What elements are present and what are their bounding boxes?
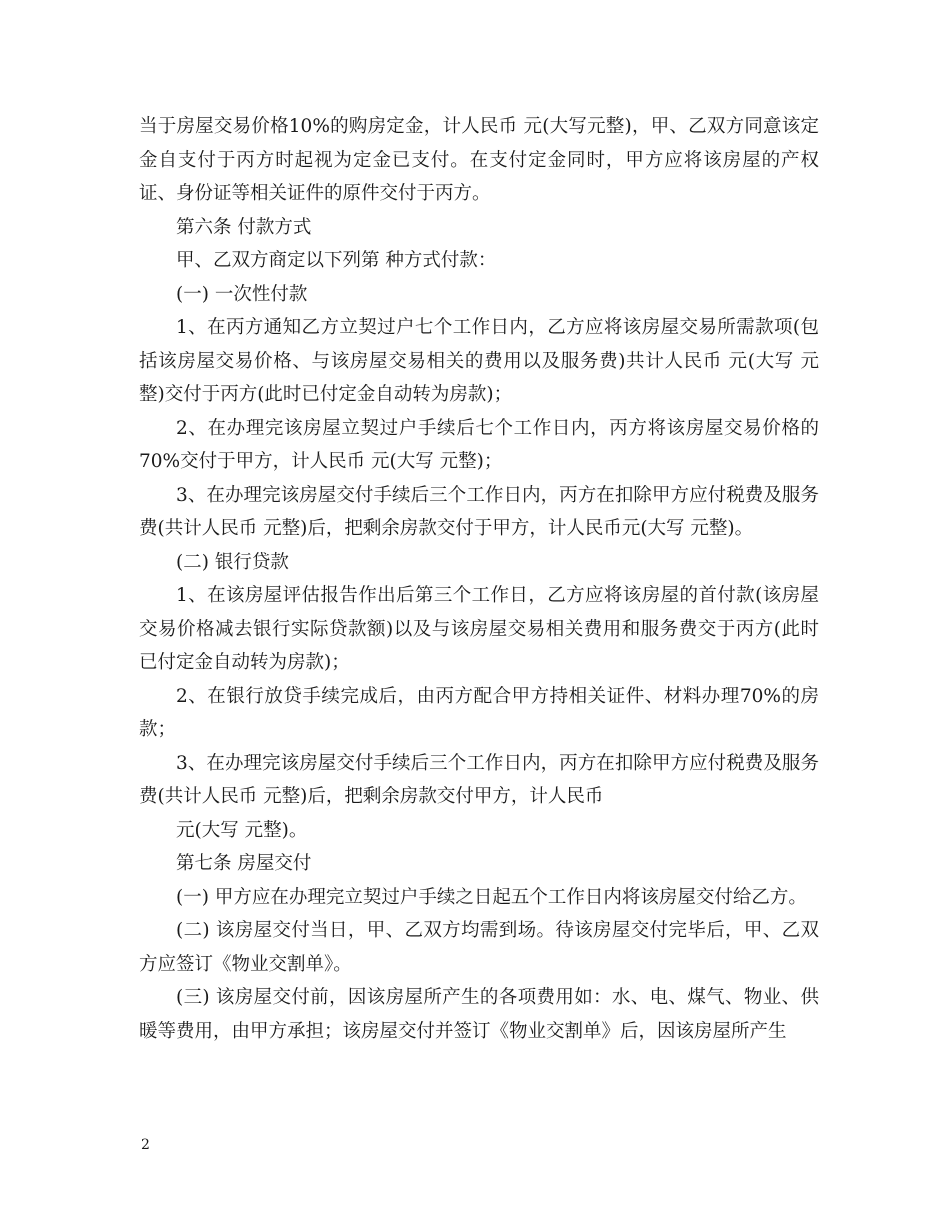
paragraph-lump-sum-2: 2、在办理完该房屋立契过户手续后七个工作日内，丙方将该房屋交易价格的70%交付于甲方，计人民币 元(大写 元整)； — [139, 417, 819, 472]
paragraph-delivery-2: (二) 该房屋交付当日，甲、乙双方均需到场。待该房屋交付完毕后，甲、乙双方应签订《物业交割单》。 — [139, 920, 819, 975]
section-bank-loan-heading: (二) 银行贷款 — [176, 551, 289, 573]
page-number: 2 — [141, 1137, 150, 1153]
paragraph-delivery-1: (一) 甲方应在办理完立契过户手续之日起五个工作日内将该房屋交付给乙方。 — [176, 886, 807, 908]
paragraph-bank-loan-3-continued: 元(大写 元整)。 — [176, 819, 308, 841]
section-lump-sum-heading: (一) 一次性付款 — [176, 283, 308, 305]
paragraph-bank-loan-3: 3、在办理完该房屋交付手续后三个工作日内，丙方在扣除甲方应付税费及服务费(共计人民币 元整)后，把剩余房款交付甲方，计人民币 — [139, 752, 819, 807]
paragraph-bank-loan-1: 1、在该房屋评估报告作出后第三个工作日，乙方应将该房屋的首付款(该房屋交易价格减去银行实际贷款额)以及与该房屋交易相关费用和服务费交于丙方(此时已付定金自动转为房款)； — [139, 585, 819, 673]
article-7-heading: 第七条 房屋交付 — [176, 853, 312, 874]
paragraph-deposit: 当于房屋交易价格10%的购房定金，计人民币 元(大写元整)，甲、乙双方同意该定金自支付于丙方时起视为定金已支付。在支付定金同时，甲方应将该房屋的产权证、身份证等相关证件的原件交付于丙方。 — [139, 116, 819, 204]
paragraph-lump-sum-1: 1、在丙方通知乙方立契过户七个工作日内，乙方应将该房屋交易所需款项(包括该房屋交易价格、与该房屋交易相关的费用以及服务费)共计人民币 元(大写 元整)交付于丙方(此时已付定金自动转为房款)； — [139, 317, 819, 405]
paragraph-delivery-3: (三) 该房屋交付前，因该房屋所产生的各项费用如：水、电、煤气、物业、供暖等费用，由甲方承担；该房屋交付并签订《物业交割单》后，因该房屋所产生 — [139, 987, 819, 1042]
paragraph-payment-choice: 甲、乙双方商定以下列第 种方式付款： — [176, 250, 497, 271]
article-6-heading: 第六条 付款方式 — [176, 216, 312, 238]
paragraph-bank-loan-2: 2、在银行放贷手续完成后，由丙方配合甲方持相关证件、材料办理70%的房款； — [139, 685, 819, 740]
paragraph-lump-sum-3: 3、在办理完该房屋交付手续后三个工作日内，丙方在扣除甲方应付税费及服务费(共计人民币 元整)后，把剩余房款交付于甲方，计人民币元(大写 元整)。 — [139, 484, 819, 539]
document-body — [139, 110, 819, 1048]
